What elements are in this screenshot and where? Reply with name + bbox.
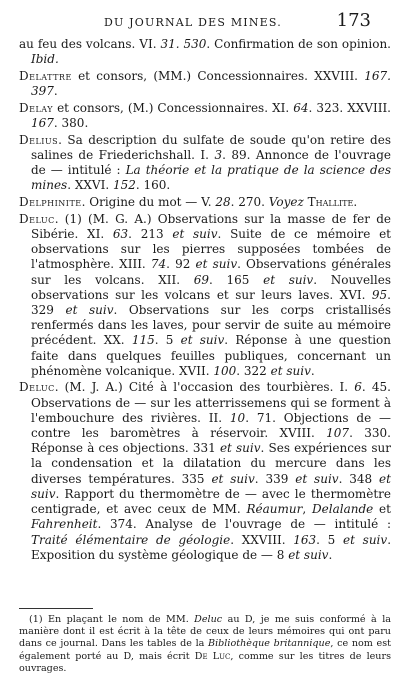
italic-text: et suiv [180, 333, 225, 348]
italic-text: et suiv [65, 302, 114, 317]
page-number: 173 [336, 10, 371, 31]
italic-text: Deluc [194, 614, 223, 625]
text-run: . 323. XXVIII. [308, 100, 391, 115]
italic-text: et suiv [270, 363, 311, 378]
italic-text: Delalande [312, 502, 374, 517]
text-run: . [53, 84, 58, 99]
text-run: . [353, 195, 358, 210]
text-run: . 322 [236, 363, 271, 378]
italic-text: 69 [193, 272, 209, 287]
italic-text: et suiv [263, 272, 314, 287]
text-run: . 5 [316, 532, 344, 547]
text-run: . 348 [338, 471, 380, 486]
italic-text: 95 [371, 287, 388, 302]
italic-text: et suiv [31, 471, 391, 501]
text-run: . 5 [154, 333, 181, 348]
index-entry [19, 212, 391, 379]
text-run: . 45. Observations de — sur les atterrissemens qui se forment à l'embouchure des rivières. II. [31, 380, 391, 425]
italic-text: et suiv [288, 547, 329, 562]
text-run: au D, je me suis conformé à la manière dont il est écrit à la tête de ceux de leurs mémoires qui ont paru dans ce journal. Dans les tables de la [19, 614, 391, 650]
text-run: . 165 [209, 272, 264, 287]
text-run: . Observations sur les corps cristallisés renfermés dans les laves, pour servir de suite au mémoire précédent. XX. [31, 302, 392, 348]
text-run: . Exposition du système géologique de — 8 [31, 532, 392, 562]
italic-text: 74 [150, 257, 167, 272]
italic-text: 167. 397 [31, 68, 391, 99]
italic-text: 163 [293, 532, 317, 547]
italic-text: et suiv [219, 441, 261, 456]
italic-text: Voyez [268, 195, 304, 210]
text-run: . Observations générales sur les volcans. XII. [31, 257, 391, 287]
index-entry [19, 380, 391, 562]
text-run: , ce nom est également porté au D, mais écrit [19, 638, 391, 662]
text-run: . Rapport du thermomètre de — avec le thermomètre centigrade, et avec ceux de MM. [31, 486, 391, 517]
index-entry [19, 101, 391, 131]
text-run: . (M. J. A.) Cité à l'occasion des tourbières. I. [54, 380, 355, 395]
text-run: et consors, (MM.) Concessionnaires. XXVIII. [71, 68, 365, 83]
entry-heading: Delattre [19, 68, 72, 83]
index-entry [19, 133, 391, 194]
italic-text: et suiv [172, 226, 218, 241]
entry-heading: Deluc [19, 380, 55, 395]
italic-text: Traité élémentaire de géologie [31, 532, 231, 547]
text-run: . 270. [230, 195, 269, 210]
text-run: . 213 [128, 226, 173, 241]
text-run: . XXVIII. [230, 532, 294, 547]
small-caps-text: Thallite [307, 195, 354, 210]
text-run: . [310, 363, 315, 378]
entry-heading: Delius [19, 132, 59, 147]
text-run: . 71. Objections de — contre les baromètres à réservoir. XVIII. [31, 410, 391, 441]
text-run: . Confirmation de son opinion. [206, 37, 391, 51]
text-run: et [373, 502, 391, 517]
text-run: . Réponse à une question faite dans quelques feuilles publiques, concernant un phénomène volcanique. XVII. [31, 333, 391, 378]
text-run: . Nouvelles observations sur les volcans et sur leurs laves. XVI. [31, 272, 391, 302]
italic-text: et suiv [343, 532, 388, 547]
italic-text: La théorie et la pratique de la science des mines [31, 163, 391, 193]
text-run: . Ses expériences sur la condensation et la dilatation du mercure dans les diverses températures. 335 [31, 441, 391, 486]
text-run: . (1) (M. G. A.) Observations sur la masse de fer de Sibérie. XI. [31, 211, 391, 241]
text-run: . XXVI. [67, 178, 113, 193]
text-run: , [302, 502, 313, 517]
text-run: . 160. [135, 178, 171, 193]
text-run: . 374. Analyse de l'ouvrage de — intitulé : [97, 517, 391, 532]
text-run: . 329 [31, 287, 391, 317]
italic-text: 115 [131, 333, 155, 348]
page-header [0, 10, 409, 34]
text-run: . 92 [166, 257, 196, 272]
italic-text: 152 [112, 178, 136, 193]
small-caps-text: De Luc [194, 650, 231, 662]
text-run: . Origine du mot — V. [81, 195, 216, 210]
text-run: , comme sur les titres de leurs ouvrages. [19, 650, 391, 674]
running-title: DU JOURNAL DES MINES. [104, 16, 282, 29]
italic-text: 3 [214, 147, 223, 162]
index-entry [19, 37, 391, 67]
entry-heading: Deluc [19, 211, 55, 226]
text-run: . 89. Annonce de l'ouvrage de — intitulé : [31, 147, 391, 178]
index-entry [19, 195, 391, 210]
italic-text: 31. 530 [160, 37, 207, 51]
text-run: . 330. Réponse à ces objections. 331 [31, 426, 391, 456]
italic-text: Ibid. [31, 52, 59, 67]
footnote [19, 614, 391, 675]
text-run: . [328, 547, 333, 562]
index-entry [19, 69, 391, 99]
italic-text: 63 [112, 226, 129, 241]
italic-text: et suiv [195, 257, 238, 272]
italic-text: Bibliothèque britannique [208, 638, 331, 650]
text-run: . 380. [53, 116, 89, 131]
text-run: et consors, (M.) Concessionnaires. XI. [53, 100, 294, 115]
italic-text: 107 [326, 426, 350, 441]
index-entries [19, 37, 391, 564]
text-run: . 339 [254, 471, 296, 486]
italic-text: 10 [229, 410, 246, 425]
text-run: au feu des volcans. VI. [19, 37, 161, 51]
text-run: (1) En plaçant le nom de MM. [29, 614, 195, 625]
text-run: . Sa description du sulfate de soude qu'on retire des salines de Friederichshall. I. [31, 132, 391, 162]
footnote-rule [19, 608, 93, 609]
entry-heading: Delay [19, 100, 54, 115]
entry-heading: Delphinite [19, 195, 82, 210]
italic-text: 28 [215, 195, 231, 210]
italic-text: Réaumur [246, 502, 303, 517]
italic-text: et suiv [211, 471, 255, 486]
text-run: . Suite de ce mémoire et observations sur les pierres supposées tombées de l'atmosphère. XIII. [31, 226, 391, 272]
italic-text: et suiv [295, 471, 339, 486]
footnote-text [19, 614, 391, 675]
italic-text: 167 [31, 116, 54, 131]
italic-text: 6 [354, 380, 362, 395]
italic-text: 100 [213, 363, 237, 378]
italic-text: 64 [293, 100, 309, 115]
italic-text: Fahrenheit [31, 517, 98, 532]
